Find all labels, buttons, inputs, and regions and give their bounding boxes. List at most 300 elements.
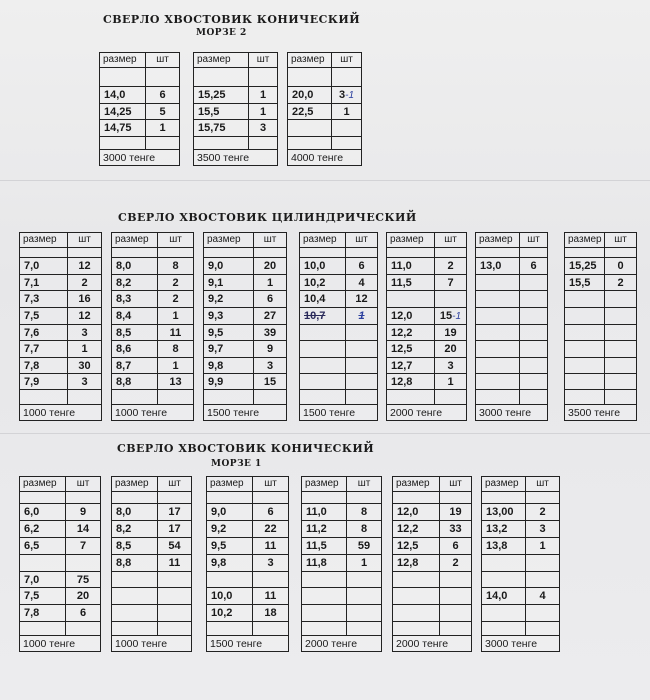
cell-qty: 15-1	[435, 308, 467, 325]
price-label: 1000 тенге	[20, 636, 101, 652]
section3-table-4	[301, 476, 382, 652]
table-row	[20, 374, 102, 390]
cell-size: 9,9	[204, 374, 254, 390]
table-row	[482, 605, 560, 622]
table-row	[112, 605, 192, 622]
table-row	[387, 325, 467, 341]
table-row	[387, 291, 467, 308]
header-qty: шт	[66, 477, 101, 492]
table-row	[302, 538, 382, 555]
cell-size: 9,1	[204, 275, 254, 291]
cell-qty	[253, 572, 289, 588]
cell-qty	[605, 374, 637, 390]
cell-size: 7,5	[20, 588, 66, 605]
price-label: 1500 тенге	[204, 405, 287, 421]
table-row	[204, 248, 287, 258]
header-size: размер	[565, 233, 605, 248]
table-row	[100, 68, 180, 87]
cell-qty	[332, 68, 362, 87]
cell-size	[100, 68, 146, 87]
cell-size: 6,2	[20, 521, 66, 538]
cell-qty	[158, 588, 192, 605]
table-row	[112, 341, 194, 358]
cell-size	[387, 390, 435, 405]
cell-size	[302, 588, 347, 605]
cell-qty	[158, 572, 192, 588]
header-size: размер	[302, 477, 347, 492]
cell-size: 13,0	[476, 258, 520, 275]
header-qty: шт	[347, 477, 382, 492]
header-size: размер	[476, 233, 520, 248]
table-row	[112, 291, 194, 308]
table-row	[194, 137, 278, 150]
table-row	[204, 308, 287, 325]
table-row	[20, 605, 101, 622]
cell-size	[300, 358, 346, 374]
cell-size: 12,5	[387, 341, 435, 358]
table-row	[194, 120, 278, 137]
cell-size: 8,2	[112, 275, 158, 291]
cell-size	[112, 572, 158, 588]
table-row	[112, 622, 192, 636]
cell-qty	[347, 492, 382, 504]
table-row	[565, 374, 637, 390]
cell-qty: 11	[158, 555, 192, 572]
table-row	[112, 572, 192, 588]
header-qty: шт	[526, 477, 560, 492]
table-row	[288, 137, 362, 150]
cell-size	[476, 275, 520, 291]
cell-size: 9,2	[204, 291, 254, 308]
header-qty: шт	[332, 53, 362, 68]
cell-qty	[158, 390, 194, 405]
cell-size: 10,0	[300, 258, 346, 275]
cell-qty: 8	[158, 258, 194, 275]
cell-qty: 11	[158, 325, 194, 341]
cell-size	[20, 622, 66, 636]
cell-size	[112, 605, 158, 622]
cell-qty	[435, 390, 467, 405]
cell-qty: 2	[435, 258, 467, 275]
cell-size: 20,0	[288, 87, 332, 104]
section3-table-2	[111, 476, 192, 652]
table-row	[393, 605, 472, 622]
cell-size: 12,2	[387, 325, 435, 341]
cell-qty: 17	[158, 504, 192, 521]
cell-size: 13,8	[482, 538, 526, 555]
table-row	[20, 248, 102, 258]
cell-qty	[254, 390, 287, 405]
cell-size: 12,7	[387, 358, 435, 374]
cell-size: 8,7	[112, 358, 158, 374]
cell-size	[565, 341, 605, 358]
cell-qty: 16	[68, 291, 102, 308]
cell-qty	[68, 248, 102, 258]
table-row	[207, 504, 289, 521]
header-qty: шт	[68, 233, 102, 248]
cell-qty	[526, 622, 560, 636]
header-size: размер	[100, 53, 146, 68]
table-row	[300, 358, 378, 374]
table-row	[565, 390, 637, 405]
cell-size	[476, 358, 520, 374]
header-size: размер	[112, 233, 158, 248]
cell-qty	[158, 248, 194, 258]
cell-size	[302, 605, 347, 622]
cell-qty: 17	[158, 521, 192, 538]
cell-qty: 1	[346, 308, 378, 325]
cell-size	[393, 492, 440, 504]
price-label: 4000 тенге	[288, 150, 362, 166]
cell-size: 12,5	[393, 538, 440, 555]
table-row	[302, 572, 382, 588]
section2-table-3	[203, 232, 287, 421]
cell-size: 8,4	[112, 308, 158, 325]
cell-size	[482, 555, 526, 572]
table-row	[565, 358, 637, 374]
cell-size: 8,5	[112, 325, 158, 341]
cell-qty: 18	[253, 605, 289, 622]
cell-size	[476, 341, 520, 358]
cell-qty: 3	[68, 325, 102, 341]
table-row	[207, 588, 289, 605]
table-row	[112, 374, 194, 390]
cell-qty: 6	[440, 538, 472, 555]
header-size: размер	[300, 233, 346, 248]
cell-size	[387, 248, 435, 258]
cell-size	[112, 248, 158, 258]
table-row	[20, 504, 101, 521]
cell-qty	[146, 68, 180, 87]
header-qty: шт	[158, 477, 192, 492]
table-row	[393, 588, 472, 605]
cell-qty	[440, 605, 472, 622]
table-row	[112, 248, 194, 258]
cell-qty: 1	[435, 374, 467, 390]
cell-size	[565, 248, 605, 258]
cell-qty: 2	[440, 555, 472, 572]
section3-title: СВЕРЛО ХВОСТОВИК КОНИЧЕСКИЙ	[117, 442, 375, 455]
table-row	[112, 325, 194, 341]
table-row	[20, 308, 102, 325]
table-row	[194, 104, 278, 120]
table-row	[204, 258, 287, 275]
table-row	[476, 248, 548, 258]
section1-table-1	[99, 52, 180, 166]
table-row	[112, 358, 194, 374]
cell-size: 7,0	[20, 258, 68, 275]
header-qty: шт	[520, 233, 548, 248]
header-size: размер	[482, 477, 526, 492]
cell-qty	[526, 555, 560, 572]
cell-qty: 1	[158, 358, 194, 374]
cell-size: 9,8	[207, 555, 253, 572]
cell-size	[302, 572, 347, 588]
table-row	[288, 87, 362, 104]
table-row	[300, 275, 378, 291]
table-row	[482, 588, 560, 605]
cell-qty	[332, 120, 362, 137]
table-row	[207, 555, 289, 572]
cell-size	[302, 492, 347, 504]
cell-size: 10,7	[300, 308, 346, 325]
paper-fold	[0, 433, 650, 434]
cell-qty	[347, 605, 382, 622]
cell-qty	[440, 572, 472, 588]
cell-qty	[520, 308, 548, 325]
table-row	[482, 538, 560, 555]
cell-size	[476, 308, 520, 325]
table-row	[207, 572, 289, 588]
price-label: 1500 тенге	[300, 405, 378, 421]
table-row	[204, 275, 287, 291]
cell-qty	[435, 291, 467, 308]
cell-qty: 6	[146, 87, 180, 104]
table-row	[20, 341, 102, 358]
table-row	[387, 341, 467, 358]
cell-size	[565, 374, 605, 390]
cell-qty: 20	[435, 341, 467, 358]
table-row	[207, 521, 289, 538]
cell-qty: 7	[435, 275, 467, 291]
header-size: размер	[204, 233, 254, 248]
cell-qty	[605, 341, 637, 358]
cell-size: 6,5	[20, 538, 66, 555]
table-row	[476, 291, 548, 308]
cell-qty	[347, 572, 382, 588]
price-label: 1000 тенге	[112, 636, 192, 652]
cell-size	[476, 248, 520, 258]
cell-qty	[520, 291, 548, 308]
cell-qty	[347, 588, 382, 605]
cell-qty: 1	[146, 120, 180, 137]
cell-qty: 11	[253, 538, 289, 555]
table-row	[204, 341, 287, 358]
table-row	[20, 390, 102, 405]
table-row	[112, 275, 194, 291]
cell-qty	[605, 308, 637, 325]
cell-qty: 0	[605, 258, 637, 275]
cell-size	[300, 248, 346, 258]
cell-qty	[605, 390, 637, 405]
cell-qty: 1	[254, 275, 287, 291]
table-row	[20, 555, 101, 572]
table-row	[20, 325, 102, 341]
cell-size: 8,5	[112, 538, 158, 555]
table-row	[20, 572, 101, 588]
table-row	[112, 538, 192, 555]
header-qty: шт	[146, 53, 180, 68]
cell-size: 10,2	[300, 275, 346, 291]
cell-size	[393, 622, 440, 636]
table-row	[288, 104, 362, 120]
cell-size: 11,0	[302, 504, 347, 521]
cell-size	[300, 325, 346, 341]
cell-size: 10,0	[207, 588, 253, 605]
table-row	[565, 308, 637, 325]
cell-qty	[249, 68, 278, 87]
table-row	[20, 492, 101, 504]
cell-size: 7,1	[20, 275, 68, 291]
cell-qty	[605, 325, 637, 341]
cell-size: 9,2	[207, 521, 253, 538]
cell-qty: 11	[253, 588, 289, 605]
cell-qty: 3-1	[332, 87, 362, 104]
cell-qty: 19	[435, 325, 467, 341]
cell-qty: 5	[146, 104, 180, 120]
cell-qty: 2	[158, 275, 194, 291]
cell-size	[194, 137, 249, 150]
header-qty: шт	[249, 53, 278, 68]
cell-size: 12,8	[387, 374, 435, 390]
table-row	[393, 538, 472, 555]
cell-qty	[520, 341, 548, 358]
cell-qty	[520, 275, 548, 291]
cell-qty: 1	[249, 104, 278, 120]
section2-table-5	[386, 232, 467, 421]
cell-qty: 20	[254, 258, 287, 275]
cell-qty: 9	[66, 504, 101, 521]
cell-size: 8,6	[112, 341, 158, 358]
table-row	[112, 258, 194, 275]
table-row	[476, 374, 548, 390]
cell-size	[112, 492, 158, 504]
cell-size	[482, 622, 526, 636]
cell-size	[112, 622, 158, 636]
table-row	[20, 258, 102, 275]
cell-qty	[66, 492, 101, 504]
cell-qty: 2	[605, 275, 637, 291]
table-row	[476, 325, 548, 341]
table-row	[112, 588, 192, 605]
cell-size: 14,0	[482, 588, 526, 605]
table-row	[207, 622, 289, 636]
cell-qty	[346, 390, 378, 405]
cell-size	[300, 341, 346, 358]
cell-qty: 12	[68, 258, 102, 275]
cell-qty	[526, 492, 560, 504]
table-row	[112, 308, 194, 325]
table-row	[100, 137, 180, 150]
header-size: размер	[393, 477, 440, 492]
cell-size: 13,00	[482, 504, 526, 521]
cell-qty	[254, 248, 287, 258]
table-row	[300, 258, 378, 275]
cell-size	[112, 588, 158, 605]
cell-size	[482, 605, 526, 622]
cell-size: 9,3	[204, 308, 254, 325]
section1-subtitle: МОРЗЕ 2	[196, 28, 247, 38]
cell-size	[393, 572, 440, 588]
table-row	[300, 325, 378, 341]
price-label: 3500 тенге	[565, 405, 637, 421]
cell-size: 7,6	[20, 325, 68, 341]
cell-qty: 2	[68, 275, 102, 291]
cell-size: 12,8	[393, 555, 440, 572]
cell-qty	[68, 390, 102, 405]
table-row	[100, 120, 180, 137]
cell-size	[476, 291, 520, 308]
table-row	[302, 492, 382, 504]
section1-table-2	[193, 52, 278, 166]
table-row	[20, 538, 101, 555]
table-row	[565, 248, 637, 258]
table-row	[482, 492, 560, 504]
cell-qty: 22	[253, 521, 289, 538]
table-row	[387, 374, 467, 390]
table-row	[387, 248, 467, 258]
table-row	[112, 390, 194, 405]
price-label: 1000 тенге	[20, 405, 102, 421]
cell-size	[288, 68, 332, 87]
cell-qty: 30	[68, 358, 102, 374]
cell-qty	[526, 572, 560, 588]
cell-qty: 1	[158, 308, 194, 325]
cell-size	[20, 492, 66, 504]
cell-qty: 27	[254, 308, 287, 325]
table-row	[476, 258, 548, 275]
price-label: 1000 тенге	[112, 405, 194, 421]
section2-table-7	[564, 232, 637, 421]
table-row	[20, 622, 101, 636]
cell-qty	[158, 622, 192, 636]
cell-size: 6,0	[20, 504, 66, 521]
header-qty: шт	[253, 477, 289, 492]
cell-qty: 14	[66, 521, 101, 538]
cell-size	[565, 308, 605, 325]
table-row	[393, 492, 472, 504]
price-label: 3000 тенге	[476, 405, 548, 421]
price-label: 2000 тенге	[393, 636, 472, 652]
cell-qty: 4	[346, 275, 378, 291]
cell-qty: 39	[254, 325, 287, 341]
cell-qty	[605, 291, 637, 308]
cell-qty: 33	[440, 521, 472, 538]
cell-qty: 1	[332, 104, 362, 120]
cell-qty: 12	[68, 308, 102, 325]
cell-qty: 2	[158, 291, 194, 308]
cell-qty: 8	[347, 521, 382, 538]
table-row	[393, 572, 472, 588]
cell-size: 9,5	[207, 538, 253, 555]
cell-size: 11,8	[302, 555, 347, 572]
cell-qty	[253, 622, 289, 636]
table-row	[288, 120, 362, 137]
cell-size	[565, 291, 605, 308]
table-row	[565, 275, 637, 291]
cell-size	[476, 374, 520, 390]
table-row	[112, 555, 192, 572]
table-row	[393, 622, 472, 636]
cell-size: 7,8	[20, 605, 66, 622]
table-row	[302, 521, 382, 538]
cell-size: 8,0	[112, 258, 158, 275]
table-row	[300, 390, 378, 405]
cell-size	[20, 390, 68, 405]
cell-size	[482, 572, 526, 588]
table-row	[300, 308, 378, 325]
cell-qty: 6	[66, 605, 101, 622]
cell-qty	[66, 555, 101, 572]
cell-qty	[158, 492, 192, 504]
cell-qty	[605, 248, 637, 258]
table-row	[565, 325, 637, 341]
cell-size	[204, 390, 254, 405]
table-row	[565, 341, 637, 358]
cell-size	[100, 137, 146, 150]
cell-qty	[440, 622, 472, 636]
section2-table-1	[19, 232, 102, 421]
